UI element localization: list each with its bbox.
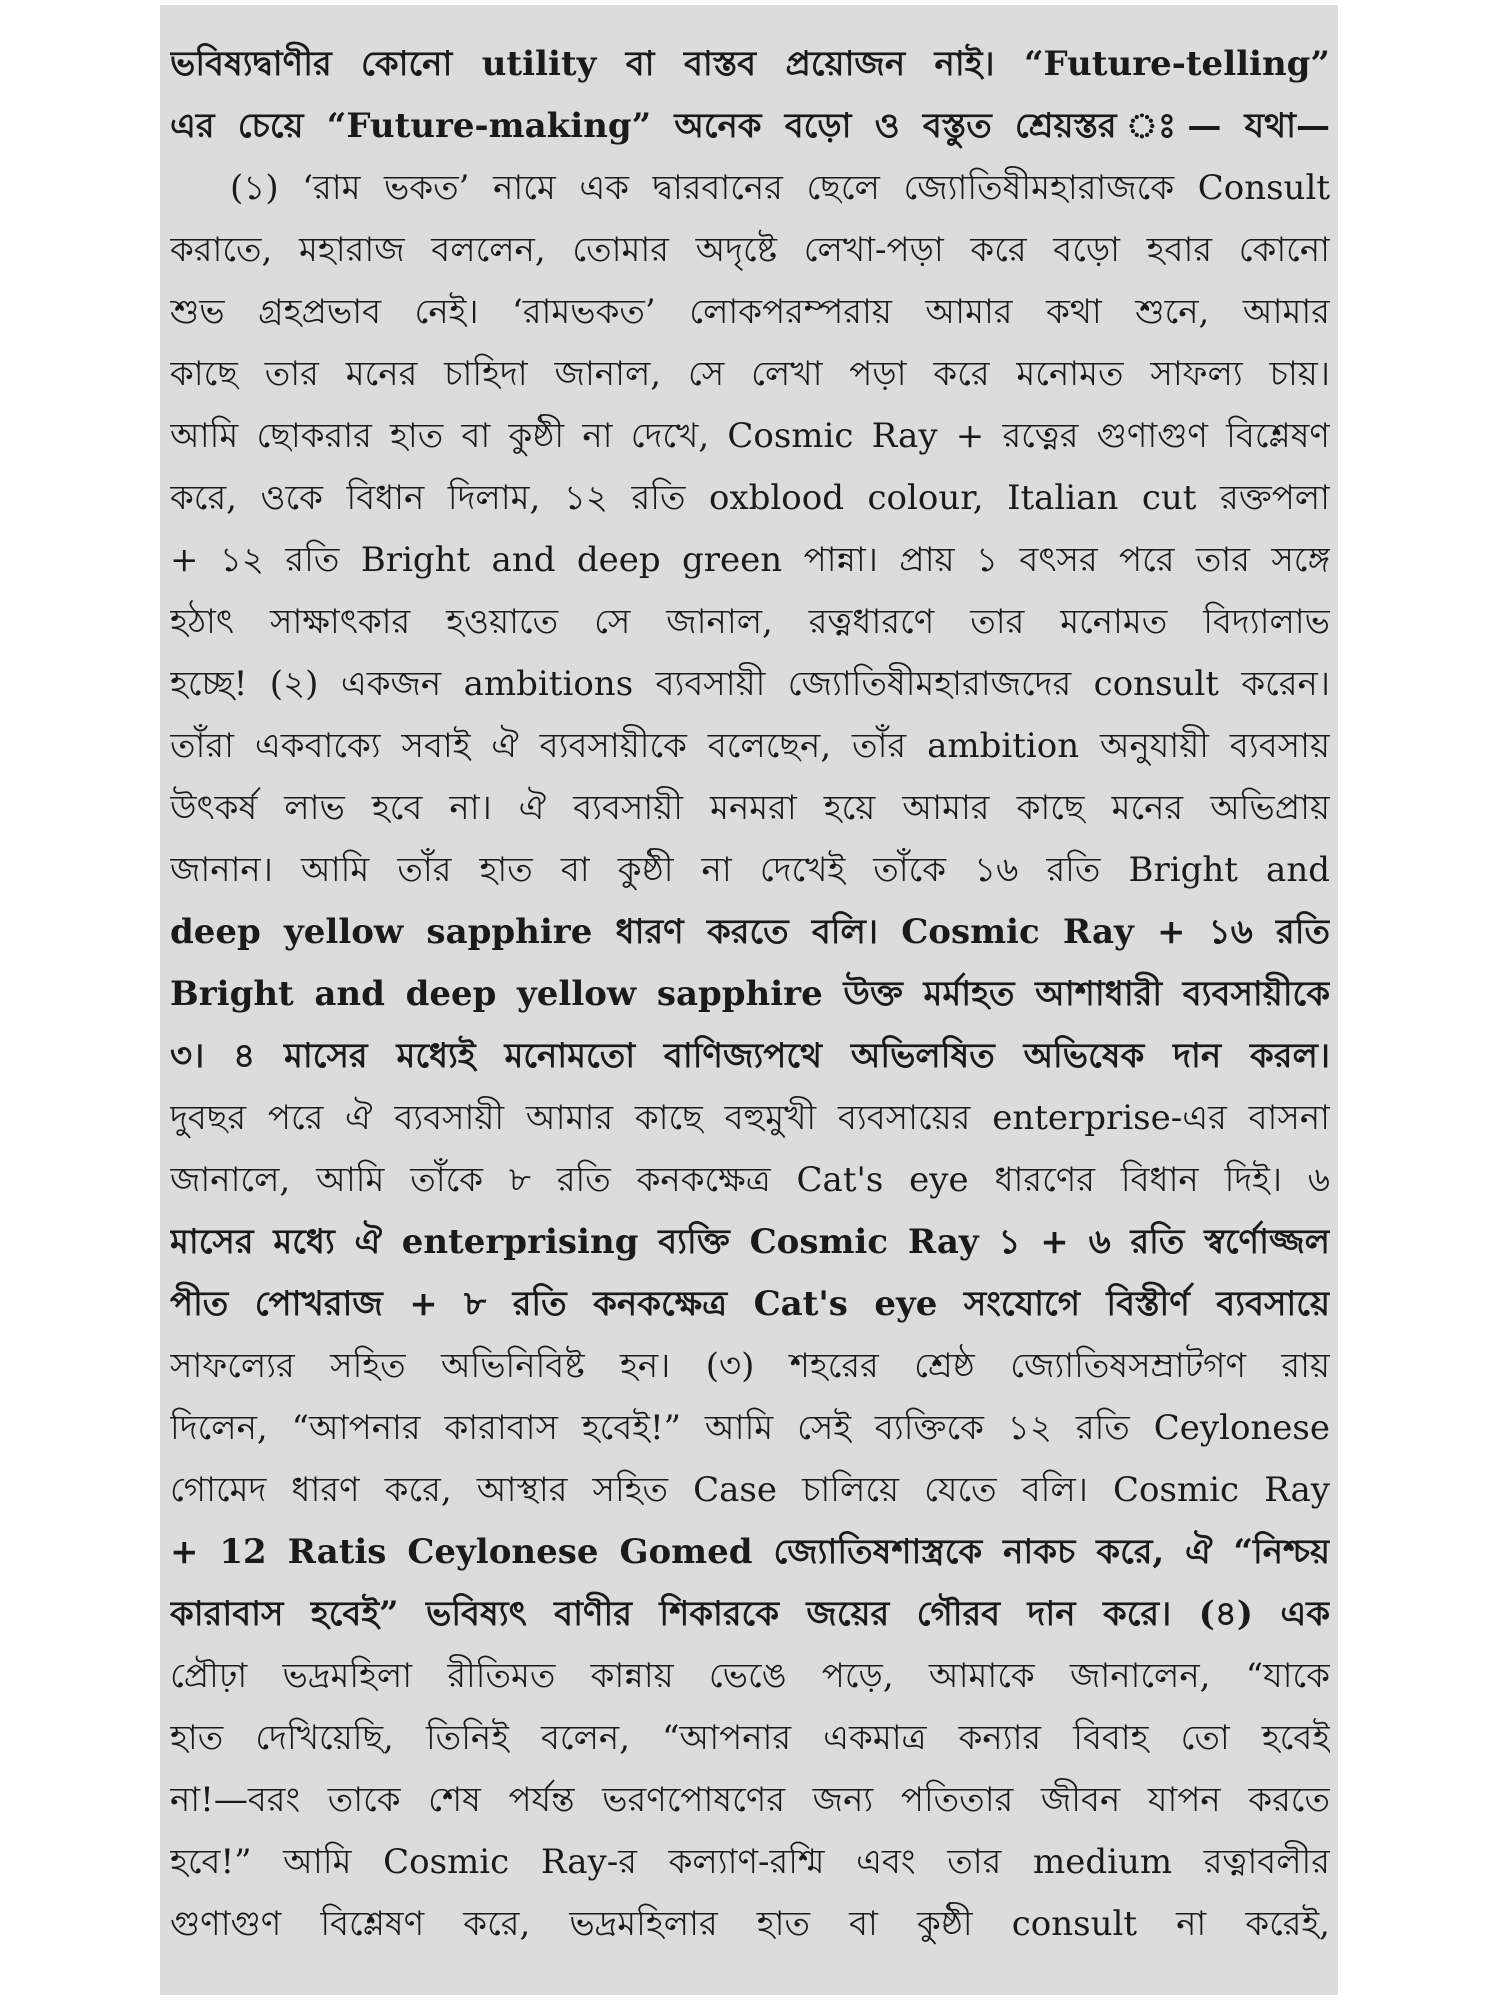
text-line-19: জানালে, আমি তাঁকে ৮ রতি কনকক্ষেত্র Cat's eye ধারণের বিধান দিই। ৬ [170, 1160, 1330, 1200]
text-line-20: মাসের মধ্যে ঐ enterprising ব্যক্তি Cosmic Ray ১ + ৬ রতি স্বর্ণোজ্জল [170, 1222, 1330, 1262]
text-line-24: গোমেদ ধারণ করে, আস্থার সহিত Case চালিয়ে যেতে বলি। Cosmic Ray [170, 1470, 1330, 1510]
text-line-1: ভবিষ্যদ্বাণীর কোনো utility বা বাস্তব প্রয়োজন নাই। “Future-telling” [170, 44, 1330, 84]
text-line-5: শুভ গ্রহপ্রভাব নেই। ‘রামভকত’ লোকপরম্পরায় আমার কথা শুনে, আমার [170, 292, 1330, 332]
text-line-29: না!—বরং তাকে শেষ পর্যন্ত ভরণপোষণের জন্য পতিতার জীবন যাপন করতে [170, 1780, 1330, 1820]
text-line-26: কারাবাস হবেই” ভবিষ্যৎ বাণীর শিকারকে জয়ের গৌরব দান করে। (৪) এক [170, 1594, 1330, 1634]
text-line-9: + ১২ রতি Bright and deep green পান্না। প্রায় ১ বৎসর পরে তার সঙ্গে [170, 540, 1330, 580]
text-line-7: আমি ছোকরার হাত বা কুষ্ঠী না দেখে, Cosmic Ray + রত্নের গুণাগুণ বিশ্লেষণ [170, 416, 1330, 456]
text-line-25: + 12 Ratis Ceylonese Gomed জ্যোতিষশাস্ত্রকে নাকচ করে, ঐ “নিশ্চয় [170, 1532, 1330, 1572]
text-line-30: হবে!” আমি Cosmic Ray-র কল্যাণ-রশ্মি এবং তার medium রত্নাবলীর [170, 1842, 1330, 1882]
text-line-23: দিলেন, “আপনার কারাবাস হবেই!” আমি সেই ব্যক্তিকে ১২ রতি Ceylonese [170, 1408, 1330, 1448]
text-line-31: গুণাগুণ বিশ্লেষণ করে, ভদ্রমহিলার হাত বা কুষ্ঠী consult না করেই, [170, 1904, 1330, 1944]
text-line-4: করাতে, মহারাজ বললেন, তোমার অদৃষ্টে লেখা-পড়া করে বড়ো হবার কোনো [170, 230, 1330, 270]
text-line-14: জানান। আমি তাঁর হাত বা কুষ্ঠী না দেখেই তাঁকে ১৬ রতি Bright and [170, 850, 1330, 890]
text-line-2: এর চেয়ে “Future-making” অনেক বড়ো ও বস্তুত শ্রেয়স্তর ঃ— যথা— [170, 106, 1330, 146]
text-line-16: Bright and deep yellow sapphire উক্ত মর্মাহত আশাধারী ব্যবসায়ীকে [170, 974, 1330, 1014]
text-line-22: সাফল্যের সহিত অভিনিবিষ্ট হন। (৩) শহরের শ্রেষ্ঠ জ্যোতিষসম্রাটগণ রায় [170, 1346, 1330, 1386]
text-line-27: প্রৌঢ়া ভদ্রমহিলা রীতিমত কান্নায় ভেঙে পড়ে, আমাকে জানালেন, “যাকে [170, 1656, 1330, 1696]
text-line-10: হঠাৎ সাক্ষাৎকার হওয়াতে সে জানাল, রত্নধারণে তার মনোমত বিদ্যালাভ [170, 602, 1330, 642]
text-line-18: দুবছর পরে ঐ ব্যবসায়ী আমার কাছে বহুমুখী ব্যবসায়ের enterprise-এর বাসনা [170, 1098, 1330, 1138]
text-line-6: কাছে তার মনের চাহিদা জানাল, সে লেখা পড়া করে মনোমত সাফল্য চায়। [170, 354, 1330, 394]
text-line-13: উৎকর্ষ লাভ হবে না। ঐ ব্যবসায়ী মনমরা হয়ে আমার কাছে মনের অভিপ্রায় [170, 788, 1330, 828]
text-line-21: পীত পোখরাজ + ৮ রতি কনকক্ষেত্র Cat's eye সংযোগে বিস্তীর্ণ ব্যবসায়ে [170, 1284, 1330, 1324]
text-line-17: ৩। ৪ মাসের মধ্যেই মনোমতো বাণিজ্যপথে অভিলষিত অভিষেক দান করল। [170, 1036, 1330, 1076]
text-line-28: হাত দেখিয়েছি, তিনিই বলেন, “আপনার একমাত্র কন্যার বিবাহ তো হবেই [170, 1718, 1330, 1758]
scanned-page [160, 5, 1338, 1995]
text-line-11: হচ্ছে! (২) একজন ambitions ব্যবসায়ী জ্যোতিষীমহারাজদের consult করেন। [170, 664, 1330, 704]
text-line-3: (১) ‘রাম ভকত’ নামে এক দ্বারবানের ছেলে জ্যোতিষীমহারাজকে Consult [230, 168, 1330, 208]
text-line-8: করে, ওকে বিধান দিলাম, ১২ রতি oxblood colour, Italian cut রক্তপলা [170, 478, 1330, 518]
text-line-12: তাঁরা একবাক্যে সবাই ঐ ব্যবসায়ীকে বলেছেন, তাঁর ambition অনুযায়ী ব্যবসায় [170, 726, 1330, 766]
text-line-15: deep yellow sapphire ধারণ করতে বলি। Cosmic Ray + ১৬ রতি [170, 912, 1330, 952]
